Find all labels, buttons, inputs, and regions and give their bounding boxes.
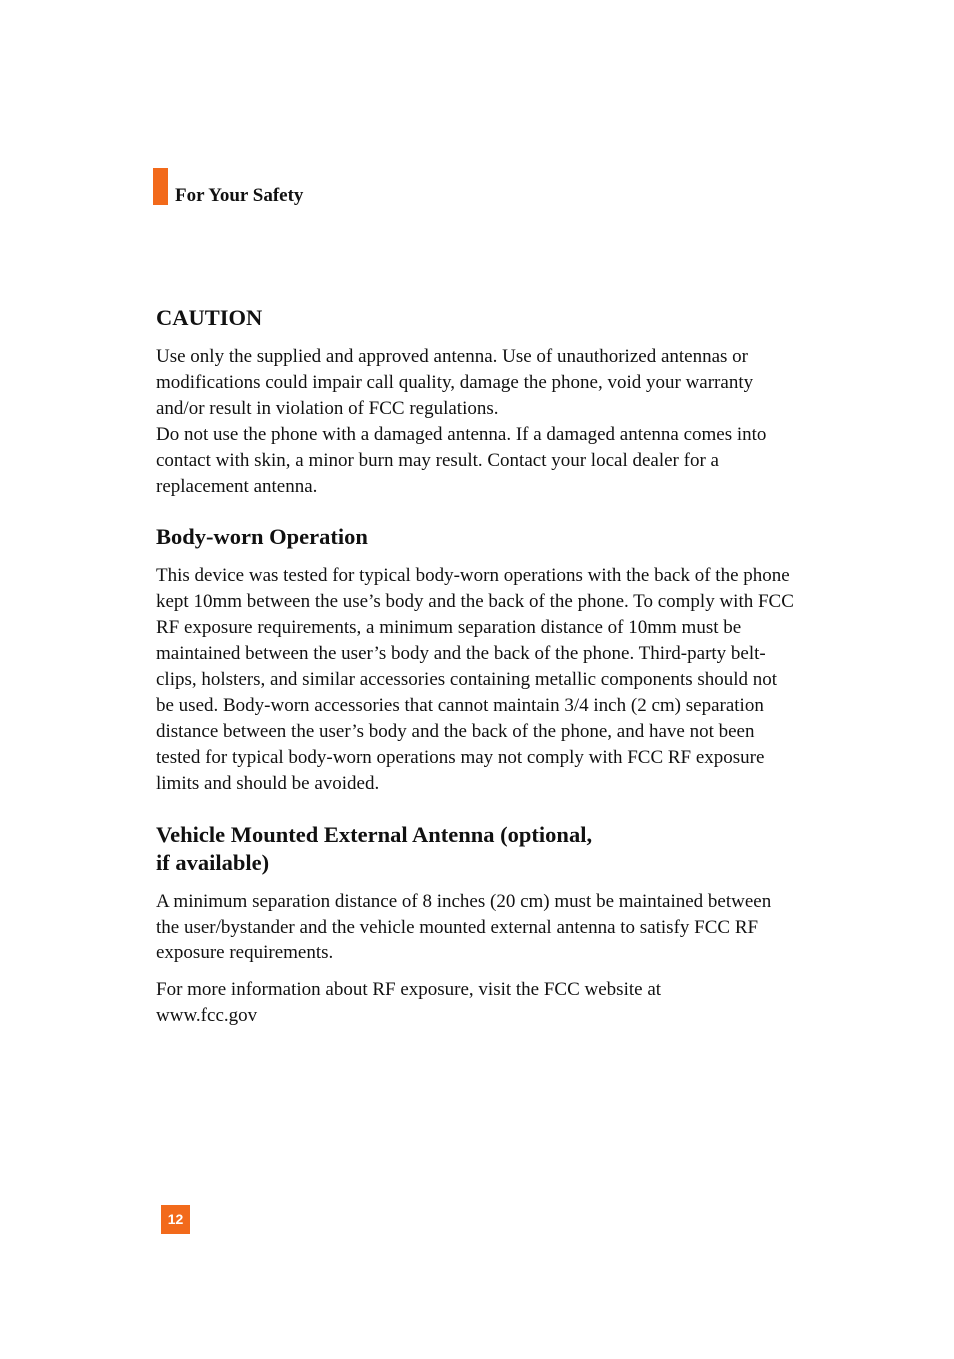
vehicle-heading-line-1: Vehicle Mounted External Antenna (optional,: [156, 821, 593, 847]
body-worn-paragraph: This device was tested for typical body-worn operations with the back of the phone kept 10mm between the use’s body and the back of the phone. To comply with FCC RF exposure requirements, a minimum separation distance of 10mm must be maintained between the user’s body and the back of the phone. Third-party belt-clips, holsters, and similar accessories containing metallic components should not be used. Body-worn accessories that cannot maintain 3/4 inch (2 cm) separation distance between the user’s body and the back of the phone, and have not been tested for typical body-worn operations may not comply with FCC RF exposure limits and should be avoided.: [156, 565, 794, 794]
fcc-website-link[interactable]: www.fcc.gov: [156, 1005, 258, 1027]
section-label: For Your Safety: [175, 185, 304, 206]
page-content: [156, 304, 796, 1029]
section-marker: [153, 168, 168, 205]
caution-paragraph-2: Do not use the phone with a damaged antenna. If a damaged antenna comes into contact with skin, a minor burn may result. Contact your local dealer for a replacement antenna.: [156, 423, 767, 497]
vehicle-paragraph: A minimum separation distance of 8 inches (20 cm) must be maintained between the user/bystander and the vehicle mounted external antenna to satisfy FCC RF exposure requirements.: [156, 890, 772, 964]
vehicle-heading-line-2: if available): [156, 849, 270, 875]
more-info-paragraph: [156, 977, 796, 1029]
caution-paragraph-1: Use only the supplied and approved antenna. Use of unauthorized antennas or modifications could impair call quality, damage the phone, void your warranty and/or result in violation of FCC regulations.: [156, 346, 754, 419]
more-info-text: For more information about RF exposure, visit the FCC website at: [156, 979, 662, 1001]
caution-heading: CAUTION: [156, 305, 263, 330]
page-number: 12: [161, 1205, 190, 1234]
vehicle-heading: [156, 821, 796, 877]
body-worn-heading: Body-worn Operation: [156, 524, 368, 550]
